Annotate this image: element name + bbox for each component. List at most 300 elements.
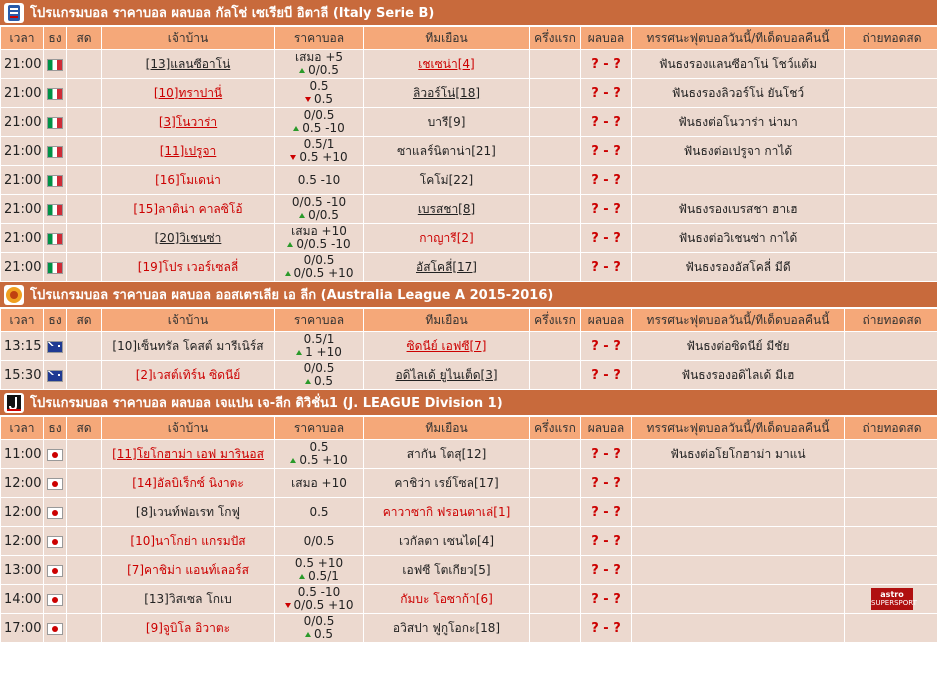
full-time-score: ? - ? bbox=[581, 556, 631, 584]
match-time: 13:15 bbox=[1, 332, 43, 360]
away-team-name[interactable]: บารี[9] bbox=[427, 114, 466, 129]
full-time-score: ? - ? bbox=[581, 224, 631, 252]
match-time: 21:00 bbox=[1, 224, 43, 252]
prediction-tip[interactable]: ฟันธงรองอัสโคลี่ มีดี bbox=[632, 253, 844, 281]
half-time-score bbox=[530, 79, 580, 107]
column-header: เจ้าบ้าน bbox=[102, 417, 274, 439]
away-team[interactable] bbox=[364, 361, 529, 389]
table-header-row bbox=[1, 309, 937, 331]
arrow-up-icon bbox=[290, 458, 296, 463]
arrow-up-icon bbox=[287, 242, 293, 247]
away-team-name[interactable]: อดิไลเด้ ยูไนเต็ด[3] bbox=[395, 367, 498, 382]
odds-line-2 bbox=[305, 628, 333, 641]
half-time-score bbox=[530, 137, 580, 165]
home-team-name[interactable]: [13]แลนซีอาโน่ bbox=[145, 56, 231, 71]
odds-line-2-text: 0.5 -10 bbox=[302, 121, 345, 135]
flag-it-icon bbox=[47, 204, 63, 216]
home-team-name[interactable]: [20]วิเชนซ่า bbox=[154, 230, 222, 245]
home-team-name[interactable]: [10]นาโกย่า แกรมปัส bbox=[130, 533, 246, 548]
live-cell bbox=[67, 224, 101, 252]
match-row bbox=[1, 361, 937, 389]
away-team[interactable] bbox=[364, 50, 529, 78]
broadcast-cell bbox=[845, 50, 937, 78]
odds-line-2 bbox=[285, 267, 354, 280]
odds bbox=[275, 254, 363, 280]
live-cell bbox=[67, 332, 101, 360]
prediction-tip[interactable]: ฟันธงรองอดิไลเด้ มีเฮ bbox=[632, 361, 844, 389]
away-team[interactable] bbox=[364, 498, 529, 526]
odds-line-2 bbox=[296, 346, 342, 359]
flag-cell bbox=[44, 332, 66, 360]
match-time: 12:00 bbox=[1, 527, 43, 555]
flag-cell bbox=[44, 527, 66, 555]
column-header: ครึ่งแรก bbox=[530, 27, 580, 49]
broadcast-cell bbox=[845, 332, 937, 360]
away-team[interactable] bbox=[364, 137, 529, 165]
flag-au-icon bbox=[47, 370, 63, 382]
home-team-name[interactable]: [15]ลาติน่า คาลซิโอ้ bbox=[133, 201, 243, 216]
away-team-name[interactable]: คาชิว่า เรย์โซล[17] bbox=[394, 475, 499, 490]
live-cell bbox=[67, 614, 101, 642]
home-team-name[interactable]: [3]โนวาร่า bbox=[158, 114, 218, 129]
odds bbox=[275, 557, 363, 583]
column-header: ราคาบอล bbox=[275, 309, 363, 331]
column-header: ถ่ายทอดสด bbox=[845, 27, 937, 49]
odds-cell bbox=[275, 527, 363, 555]
flag-cell bbox=[44, 108, 66, 136]
away-team-name[interactable]: ซิดนีย์ เอฟซี[7] bbox=[406, 338, 487, 353]
half-time-score bbox=[530, 195, 580, 223]
odds-line-2 bbox=[299, 209, 339, 222]
prediction-tip[interactable] bbox=[632, 469, 844, 497]
away-team[interactable] bbox=[364, 253, 529, 281]
full-time-score: ? - ? bbox=[581, 50, 631, 78]
flag-jp-icon bbox=[47, 507, 63, 519]
prediction-tip[interactable]: ฟันธงรองเบรสชา ฮาเฮ bbox=[632, 195, 844, 223]
odds bbox=[275, 51, 363, 77]
flag-cell bbox=[44, 137, 66, 165]
odds-line-1: เสมอ +5 bbox=[294, 50, 344, 64]
flag-jp-icon bbox=[47, 478, 63, 490]
broadcast-cell bbox=[845, 440, 937, 468]
odds-line-2-text: 0/0.5 +10 bbox=[293, 266, 354, 280]
league-header[interactable] bbox=[0, 282, 937, 308]
away-team[interactable] bbox=[364, 585, 529, 613]
half-time-score bbox=[530, 556, 580, 584]
live-cell bbox=[67, 79, 101, 107]
arrow-up-icon bbox=[305, 632, 311, 637]
flag-cell bbox=[44, 556, 66, 584]
away-team[interactable] bbox=[364, 614, 529, 642]
flag-cell bbox=[44, 614, 66, 642]
home-team[interactable] bbox=[102, 50, 274, 78]
broadcast-cell[interactable] bbox=[845, 585, 937, 613]
prediction-tip[interactable]: ฟันธงต่อโนวาร่า น่ามา bbox=[632, 108, 844, 136]
match-row bbox=[1, 166, 937, 194]
prediction-tip[interactable] bbox=[632, 166, 844, 194]
home-team[interactable] bbox=[102, 469, 274, 497]
league-header[interactable] bbox=[0, 390, 937, 416]
match-time: 21:00 bbox=[1, 137, 43, 165]
league-section bbox=[0, 390, 937, 643]
flag-cell bbox=[44, 50, 66, 78]
full-time-score: ? - ? bbox=[581, 332, 631, 360]
match-time: 21:00 bbox=[1, 50, 43, 78]
odds-cell bbox=[275, 469, 363, 497]
odds-cell bbox=[275, 166, 363, 194]
column-header: ผลบอล bbox=[581, 309, 631, 331]
live-cell bbox=[67, 108, 101, 136]
odds-cell bbox=[275, 440, 363, 468]
column-header: ทีมเยือน bbox=[364, 27, 529, 49]
half-time-score bbox=[530, 614, 580, 642]
live-cell bbox=[67, 585, 101, 613]
odds bbox=[275, 586, 363, 612]
live-cell bbox=[67, 253, 101, 281]
odds-line-2 bbox=[293, 122, 345, 135]
astro-logo-text: astro bbox=[880, 590, 904, 599]
broadcast-cell bbox=[845, 361, 937, 389]
home-team-name[interactable]: [10]ทราปานี่ bbox=[153, 85, 223, 100]
arrow-down-icon bbox=[290, 155, 296, 160]
live-cell bbox=[67, 50, 101, 78]
prediction-tip[interactable] bbox=[632, 585, 844, 613]
home-team[interactable] bbox=[102, 498, 274, 526]
odds-line-1: เสมอ +10 bbox=[291, 224, 347, 238]
odds-cell bbox=[275, 361, 363, 389]
home-team[interactable] bbox=[102, 440, 274, 468]
broadcast-cell bbox=[845, 469, 937, 497]
away-team-name[interactable]: ลิวอร์โน่[18] bbox=[412, 85, 481, 100]
full-time-score: ? - ? bbox=[581, 253, 631, 281]
home-team[interactable] bbox=[102, 332, 274, 360]
away-team[interactable] bbox=[364, 469, 529, 497]
odds-line-1: 0/0.5 -10 bbox=[291, 195, 347, 209]
away-team[interactable] bbox=[364, 527, 529, 555]
match-time: 21:00 bbox=[1, 79, 43, 107]
odds-line-2 bbox=[299, 64, 339, 77]
home-team-name[interactable]: [9]จูบิโล อิวาตะ bbox=[145, 620, 231, 635]
live-cell bbox=[67, 137, 101, 165]
serie-b-logo-icon bbox=[4, 3, 24, 23]
home-team[interactable] bbox=[102, 79, 274, 107]
live-cell bbox=[67, 361, 101, 389]
away-team-name[interactable]: ซาแลร์นิตาน่า[21] bbox=[397, 143, 496, 158]
odds-line-1: 0.5/1 bbox=[303, 137, 335, 151]
column-header: เวลา bbox=[1, 417, 43, 439]
column-header: ครึ่งแรก bbox=[530, 309, 580, 331]
away-team[interactable] bbox=[364, 108, 529, 136]
flag-it-icon bbox=[47, 59, 63, 71]
flag-it-icon bbox=[47, 175, 63, 187]
odds-line-1: 0/0.5 bbox=[303, 361, 335, 375]
away-team-name[interactable]: กัมบะ โอซาก้า[6] bbox=[400, 591, 493, 606]
column-header: ทรรศนะฟุตบอลวันนี้/ทีเด็ดบอลคืนนี้ bbox=[632, 309, 844, 331]
half-time-score bbox=[530, 361, 580, 389]
away-team-name[interactable]: โคโม่[22] bbox=[419, 172, 474, 187]
arrow-up-icon bbox=[299, 213, 305, 218]
prediction-tip[interactable]: ฟันธงรองลิวอร์โน่ ยันโชว์ bbox=[632, 79, 844, 107]
home-team-name[interactable]: [14]อัลบิเร็กซ์ นิงาตะ bbox=[132, 475, 244, 490]
supersport-logo-text: SUPERSPORT bbox=[871, 599, 917, 607]
arrow-up-icon bbox=[299, 574, 305, 579]
odds-line-2 bbox=[305, 375, 333, 388]
column-header: ทีมเยือน bbox=[364, 417, 529, 439]
odds bbox=[275, 441, 363, 467]
odds-line-2 bbox=[305, 93, 333, 106]
match-time: 21:00 bbox=[1, 108, 43, 136]
odds-line-2 bbox=[290, 151, 347, 164]
flag-cell bbox=[44, 585, 66, 613]
odds bbox=[275, 506, 363, 519]
league-title: โปรแกรมบอล ราคาบอล ผลบอล กัลโช่ เซเรียบี อิตาลี (Italy Serie B) bbox=[30, 6, 435, 21]
arrow-up-icon bbox=[305, 379, 311, 384]
live-cell bbox=[67, 195, 101, 223]
away-team-name[interactable]: อัสโคลี่[17] bbox=[416, 259, 477, 274]
match-row bbox=[1, 108, 937, 136]
away-team-name[interactable]: สากัน โตสุ[12] bbox=[406, 446, 487, 461]
full-time-score: ? - ? bbox=[581, 440, 631, 468]
half-time-score bbox=[530, 108, 580, 136]
column-header: ผลบอล bbox=[581, 417, 631, 439]
odds bbox=[275, 225, 363, 251]
match-row bbox=[1, 440, 937, 468]
odds bbox=[275, 109, 363, 135]
home-team[interactable] bbox=[102, 108, 274, 136]
home-team[interactable] bbox=[102, 614, 274, 642]
odds bbox=[275, 615, 363, 641]
flag-au-icon bbox=[47, 341, 63, 353]
odds-cell bbox=[275, 498, 363, 526]
odds-line-2-text: 0.5 +10 bbox=[299, 150, 348, 164]
broadcast-cell bbox=[845, 556, 937, 584]
fixtures-table bbox=[0, 26, 937, 282]
flag-cell bbox=[44, 224, 66, 252]
home-team[interactable] bbox=[102, 253, 274, 281]
odds-line-2-text: 0.5 bbox=[313, 374, 334, 388]
match-time: 17:00 bbox=[1, 614, 43, 642]
prediction-tip[interactable] bbox=[632, 614, 844, 642]
odds-line-2-text: 0.5/1 bbox=[308, 569, 339, 583]
odds-line-1: 0.5/1 bbox=[303, 332, 335, 346]
broadcast-cell bbox=[845, 108, 937, 136]
home-team[interactable] bbox=[102, 195, 274, 223]
away-team-name[interactable]: เบรสชา[8] bbox=[417, 201, 476, 216]
prediction-tip[interactable]: ฟันธงต่อเปรูจา กาได้ bbox=[632, 137, 844, 165]
full-time-score: ? - ? bbox=[581, 469, 631, 497]
match-time: 15:30 bbox=[1, 361, 43, 389]
arrow-up-icon bbox=[296, 350, 302, 355]
away-team[interactable] bbox=[364, 79, 529, 107]
match-time: 12:00 bbox=[1, 469, 43, 497]
home-team[interactable] bbox=[102, 527, 274, 555]
match-row bbox=[1, 527, 937, 555]
prediction-tip[interactable] bbox=[632, 498, 844, 526]
odds-line-2-text: 0.5 bbox=[313, 92, 334, 106]
broadcast-cell bbox=[845, 137, 937, 165]
fixtures-table bbox=[0, 308, 937, 390]
odds-line-1: 0/0.5 bbox=[303, 614, 335, 628]
match-row bbox=[1, 556, 937, 584]
odds bbox=[275, 196, 363, 222]
prediction-tip[interactable] bbox=[632, 527, 844, 555]
flag-jp-icon bbox=[47, 623, 63, 635]
j-league-logo-icon bbox=[4, 393, 24, 413]
flag-it-icon bbox=[47, 88, 63, 100]
home-team[interactable] bbox=[102, 585, 274, 613]
prediction-tip[interactable]: ฟันธงต่อวิเชนซ่า กาได้ bbox=[632, 224, 844, 252]
flag-it-icon bbox=[47, 262, 63, 274]
home-team-name[interactable]: [8]เวนท์ฟอเรท โกฟู bbox=[135, 504, 241, 519]
home-team[interactable] bbox=[102, 137, 274, 165]
column-header: ถ่ายทอดสด bbox=[845, 309, 937, 331]
home-team-name[interactable]: [19]โปร เวอร์เซลลี่ bbox=[137, 259, 239, 274]
broadcast-cell bbox=[845, 79, 937, 107]
odds-line-2-text: 0/0.5 -10 bbox=[296, 237, 351, 251]
odds-cell bbox=[275, 79, 363, 107]
column-header: ธง bbox=[44, 309, 66, 331]
broadcast-cell bbox=[845, 224, 937, 252]
column-header: ทรรศนะฟุตบอลวันนี้/ทีเด็ดบอลคืนนี้ bbox=[632, 27, 844, 49]
odds-cell bbox=[275, 224, 363, 252]
home-team-name[interactable]: [2]เวสต์เทิร์น ซิดนีย์ bbox=[135, 367, 241, 382]
column-header: ถ่ายทอดสด bbox=[845, 417, 937, 439]
column-header: ธง bbox=[44, 27, 66, 49]
home-team-name[interactable]: [10]เซ็นทรัล โคสต์ มารีเนิร์ส bbox=[112, 338, 264, 353]
half-time-score bbox=[530, 332, 580, 360]
odds-line-2-text: 1 +10 bbox=[305, 345, 342, 359]
column-header: ธง bbox=[44, 417, 66, 439]
column-header: สด bbox=[67, 27, 101, 49]
away-team-name[interactable]: กาญารี[2] bbox=[419, 230, 474, 245]
home-team-name[interactable]: [13]วิสเซล โกเบ bbox=[144, 591, 232, 606]
match-row bbox=[1, 332, 937, 360]
away-team[interactable] bbox=[364, 195, 529, 223]
away-team-name[interactable]: อวิสปา ฟูกูโอกะ[18] bbox=[392, 620, 501, 635]
prediction-tip[interactable]: ฟันธงต่อโยโกฮาม่า มาแน่ bbox=[632, 440, 844, 468]
odds-line-1: เสมอ +10 bbox=[291, 475, 347, 490]
match-time: 14:00 bbox=[1, 585, 43, 613]
odds-line-1: 0.5 bbox=[309, 79, 329, 93]
away-team-name[interactable]: เวกัลตา เซนได[4] bbox=[398, 533, 495, 548]
league-title: โปรแกรมบอล ราคาบอล ผลบอล เจแปน เจ-ลีก ดิวิชั่น1 (J. LEAGUE Division 1) bbox=[30, 396, 503, 411]
half-time-score bbox=[530, 469, 580, 497]
live-cell bbox=[67, 440, 101, 468]
match-row bbox=[1, 79, 937, 107]
full-time-score: ? - ? bbox=[581, 585, 631, 613]
home-team[interactable] bbox=[102, 166, 274, 194]
match-time: 21:00 bbox=[1, 253, 43, 281]
live-cell bbox=[67, 166, 101, 194]
half-time-score bbox=[530, 224, 580, 252]
full-time-score: ? - ? bbox=[581, 498, 631, 526]
odds-cell bbox=[275, 253, 363, 281]
odds-line-2 bbox=[290, 454, 347, 467]
full-time-score: ? - ? bbox=[581, 108, 631, 136]
flag-it-icon bbox=[47, 233, 63, 245]
column-header: สด bbox=[67, 417, 101, 439]
home-team-name[interactable]: [16]โมเดน่า bbox=[155, 172, 221, 187]
column-header: ครึ่งแรก bbox=[530, 417, 580, 439]
match-time: 11:00 bbox=[1, 440, 43, 468]
match-row bbox=[1, 195, 937, 223]
arrow-up-icon bbox=[299, 68, 305, 73]
odds-line-1: 0.5 bbox=[309, 440, 329, 454]
flag-cell bbox=[44, 253, 66, 281]
away-team-name[interactable]: คาวาซากิ ฟรอนตาเล่[1] bbox=[382, 504, 511, 519]
home-team-name[interactable]: [7]คาชิม่า แอนท์เลอร์ส bbox=[127, 562, 249, 577]
away-team-name[interactable]: เอฟซี โตเกียว[5] bbox=[402, 562, 491, 577]
a-league-logo-icon bbox=[4, 285, 24, 305]
full-time-score: ? - ? bbox=[581, 195, 631, 223]
odds-cell bbox=[275, 137, 363, 165]
home-team-name[interactable]: [11]เปรูจา bbox=[159, 143, 217, 158]
full-time-score: ? - ? bbox=[581, 614, 631, 642]
half-time-score bbox=[530, 585, 580, 613]
full-time-score: ? - ? bbox=[581, 361, 631, 389]
column-header: ผลบอล bbox=[581, 27, 631, 49]
away-team[interactable] bbox=[364, 166, 529, 194]
column-header: เวลา bbox=[1, 309, 43, 331]
half-time-score bbox=[530, 50, 580, 78]
match-row bbox=[1, 224, 937, 252]
odds bbox=[275, 174, 363, 187]
odds-cell bbox=[275, 585, 363, 613]
league-header[interactable] bbox=[0, 0, 937, 26]
arrow-down-icon bbox=[285, 603, 291, 608]
broadcast-cell bbox=[845, 527, 937, 555]
away-team[interactable] bbox=[364, 332, 529, 360]
odds bbox=[275, 80, 363, 106]
away-team[interactable] bbox=[364, 440, 529, 468]
away-team[interactable] bbox=[364, 224, 529, 252]
astro-supersport-logo-icon[interactable] bbox=[871, 588, 917, 610]
odds-line-1: 0/0.5 bbox=[303, 108, 335, 122]
broadcast-cell bbox=[845, 195, 937, 223]
prediction-tip[interactable] bbox=[632, 556, 844, 584]
live-cell bbox=[67, 498, 101, 526]
half-time-score bbox=[530, 166, 580, 194]
odds bbox=[275, 535, 363, 548]
broadcast-cell bbox=[845, 253, 937, 281]
odds-line-2-text: 0/0.5 bbox=[308, 63, 339, 77]
table-header-row bbox=[1, 417, 937, 439]
odds-cell bbox=[275, 108, 363, 136]
away-team[interactable] bbox=[364, 556, 529, 584]
column-header: ราคาบอล bbox=[275, 417, 363, 439]
live-cell bbox=[67, 556, 101, 584]
half-time-score bbox=[530, 440, 580, 468]
half-time-score bbox=[530, 253, 580, 281]
flag-cell bbox=[44, 79, 66, 107]
league-title: โปรแกรมบอล ราคาบอล ผลบอล ออสเตรเลีย เอ ลีก (Australia League A 2015-2016) bbox=[30, 288, 554, 303]
arrow-down-icon bbox=[305, 97, 311, 102]
prediction-tip[interactable]: ฟันธงรองแลนซีอาโน่ โชว์แต้ม bbox=[632, 50, 844, 78]
broadcast-cell bbox=[845, 614, 937, 642]
match-row bbox=[1, 50, 937, 78]
arrow-up-icon bbox=[293, 126, 299, 131]
odds bbox=[275, 362, 363, 388]
home-team-name[interactable]: [11]โยโกฮาม่า เอฟ มารินอส bbox=[112, 446, 264, 461]
away-team-name[interactable]: เชเซน่า[4] bbox=[418, 56, 475, 71]
flag-jp-icon bbox=[47, 594, 63, 606]
home-team[interactable] bbox=[102, 224, 274, 252]
prediction-tip[interactable]: ฟันธงต่อซิดนีย์ มีชัย bbox=[632, 332, 844, 360]
full-time-score: ? - ? bbox=[581, 79, 631, 107]
home-team[interactable] bbox=[102, 361, 274, 389]
home-team[interactable] bbox=[102, 556, 274, 584]
full-time-score: ? - ? bbox=[581, 527, 631, 555]
